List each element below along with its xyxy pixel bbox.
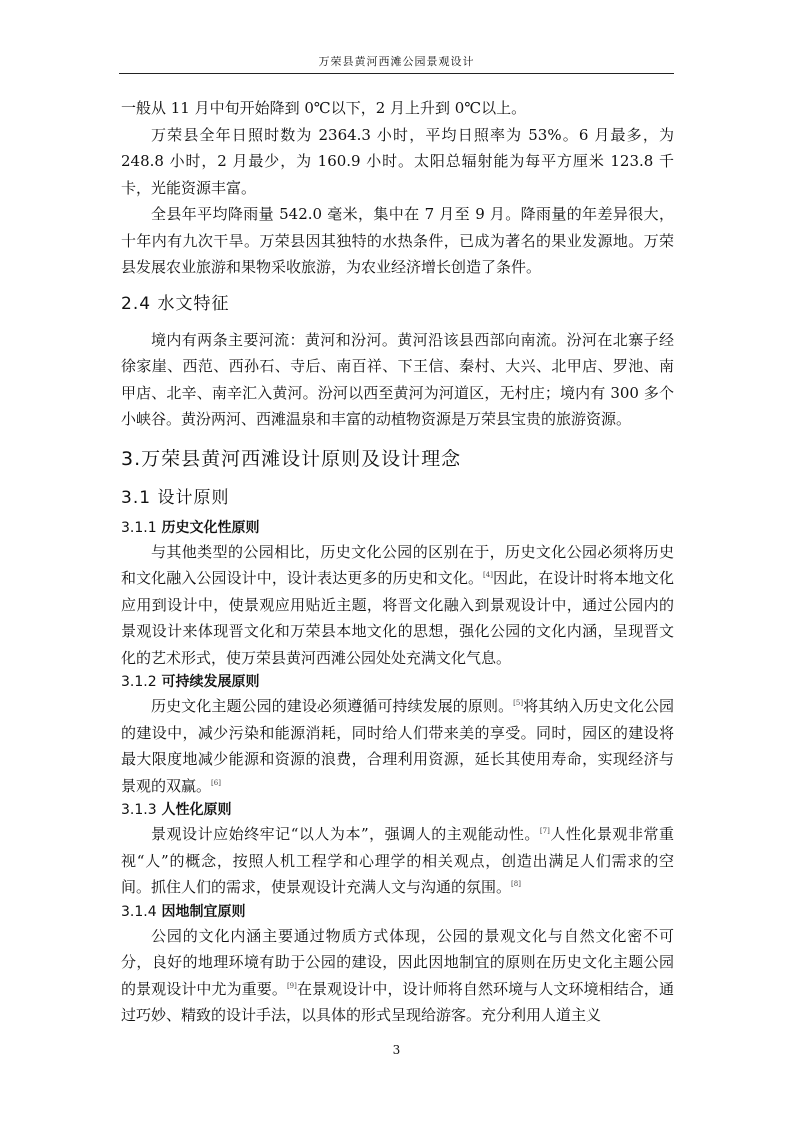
section-heading-2-4: 2.4 水文特征	[121, 293, 230, 314]
heading-title: 可持续发展原则	[161, 674, 260, 690]
paragraph	[121, 821, 674, 901]
paragraph: 全县年平均降雨量 542.0 毫米，集中在 7 月至 9 月。降雨量的年差异很大，十年内有九次干旱。万荣县因其独特的水热条件，已成为著名的果业发源地。万荣县发展农业旅游和果物采收旅游，为农业经济增长创造了条件。	[121, 205, 674, 276]
subsection-heading-3-1-3	[121, 799, 674, 821]
heading-title: 因地制宜原则	[161, 903, 246, 920]
paragraph: 万荣县全年日照时数为 2364.3 小时，平均日照率为 53%。6 月最多，为 248.8 小时，2 月最少，为 160.9 小时。太阳总辐射能为每平方厘米 123.8 千卡，光能资源丰富。	[121, 125, 674, 197]
citation-ref: [8]	[511, 880, 521, 888]
text-run: 历史文化主题公园的建设必须遵循可持续发展的原则。	[151, 697, 514, 715]
paragraph	[121, 539, 674, 672]
paragraph	[121, 923, 674, 1029]
heading-number: 3.1.1	[121, 519, 157, 536]
heading-number: 3.1.3	[121, 802, 157, 818]
subsection-heading-3-1-1	[121, 517, 674, 539]
text-run: 公园的文化内涵主要通过物质方式体现，公园的景观文化与自然文化密不可分，良好的地理环境有助于公园的建设，因此因地制宜的原则在历史文化主题公园的景观设计中尤为重要。	[121, 926, 674, 998]
running-header: 万荣县黄河西滩公园景观设计	[318, 55, 475, 68]
citation-ref: [4]	[483, 571, 493, 579]
heading-number: 3.1.4	[121, 903, 157, 920]
citation-ref: [7]	[539, 827, 550, 835]
page-body	[121, 95, 674, 1029]
citation-ref: [9]	[286, 981, 297, 990]
heading-title: 历史文化性原则	[161, 519, 260, 536]
header-rule	[119, 73, 674, 74]
text-run: 与其他类型的公园相比，历史文化公园的区别在于，历史文化公园必须将历史和文化融入公园设计中，设计表达更多的历史和文化。	[121, 542, 674, 587]
paragraph: 境内有两条主要河流：黄河和汾河。黄河沿该县西部向南流。汾河在北寨子经徐家崖、西范、西孙石、寺后、南百祥、下王信、秦村、大兴、北甲店、罗池、南甲店、北辛、南辛汇入黄河。汾河以西至黄河为河道区，无村庄；境内有 300 多个小峡谷。黄汾两河、西滩温泉和丰富的动植物资源是万荣县宝贵的旅游资源。	[121, 330, 674, 428]
chapter-heading-3: 3.万荣县黄河西滩设计原则及设计理念	[121, 447, 462, 470]
text-run: 人性化景观非常重视“人”的概念，按照人机工程学和心理学的相关观点，创造出满足人们需求的空间。抓住人们的需求，使景观设计充满人文与沟通的氛围。	[121, 825, 674, 896]
paragraph	[121, 693, 674, 799]
heading-number: 3.1.2	[121, 674, 157, 690]
text-run: 将其纳入历史文化公园的建设中，减少污染和能源消耗，同时给人们带来美的享受。同时，园区的建设将最大限度地减少能源和资源的浪费，合理利用资源，延长其使用寿命，实现经济与景观的双赢。	[121, 697, 674, 795]
text-run: 因此，在设计时将本地文化应用到设计中，使景观应用贴近主题，将晋文化融入到景观设计中，通过公园内的景观设计来体现晋文化和万荣县本地文化的思想，强化公园的文化内涵，呈现晋文化的艺术形式，使万荣县黄河西滩公园处处充满文化气息。	[121, 569, 674, 667]
subsection-heading-3-1-2	[121, 671, 674, 693]
subsection-heading-3-1-4	[121, 901, 674, 923]
citation-ref: [5]	[513, 699, 524, 707]
text-run: 在景观设计中，设计师将自然环境与人文环境相结合，通过巧妙、精致的设计手法，以具体的形式呈现给游客。充分利用人道主义	[121, 979, 674, 1024]
citation-ref: [6]	[211, 778, 221, 787]
paragraph: 一般从 11 月中旬开始降到 0℃以下，2 月上升到 0℃以上。	[121, 99, 527, 117]
text-run: 景观设计应始终牢记“以人为本”，强调人的主观能动性。	[151, 825, 540, 843]
section-heading-3-1: 3.1 设计原则	[121, 487, 230, 508]
page-number: 3	[392, 1043, 401, 1057]
heading-title: 人性化原则	[161, 802, 232, 818]
